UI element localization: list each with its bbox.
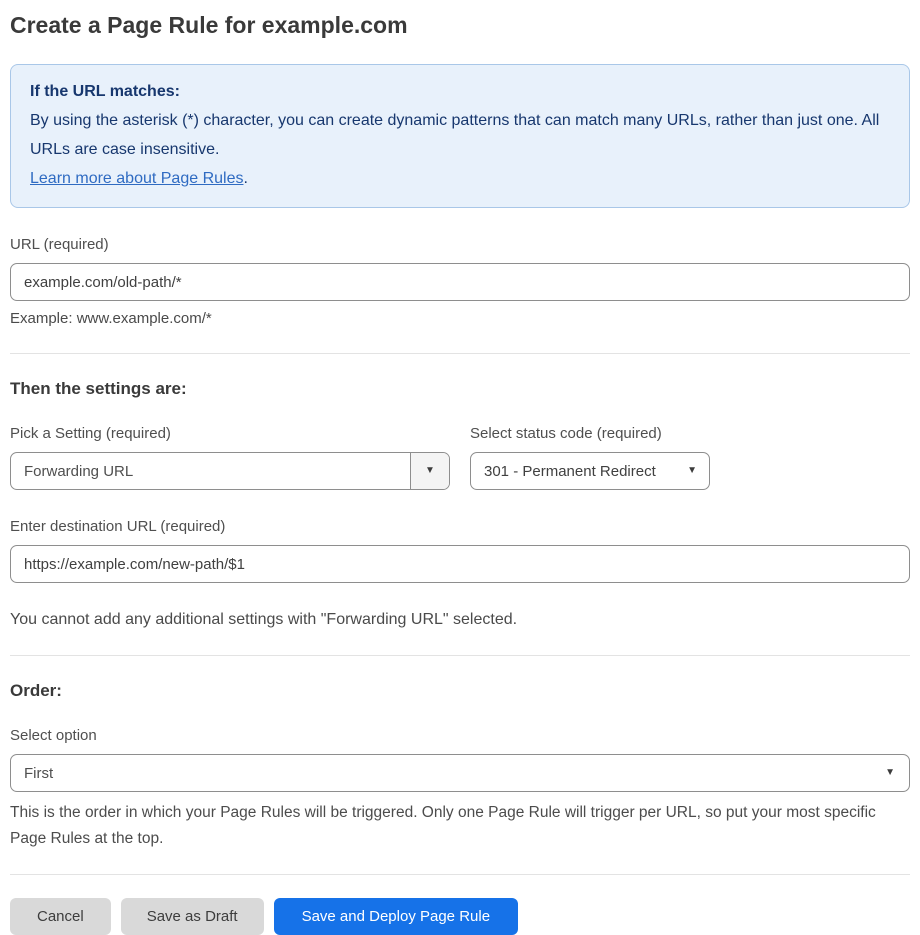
settings-row [10, 425, 910, 490]
chevron-down-icon: ▼ [687, 465, 697, 476]
setting-select-arrow-button[interactable] [410, 453, 449, 489]
learn-more-link[interactable]: Learn more about Page Rules [30, 170, 244, 187]
footer-button-row [10, 898, 910, 935]
save-as-draft-button[interactable]: Save as Draft [121, 898, 264, 935]
page-title: Create a Page Rule for example.com [10, 12, 408, 38]
info-box-heading: If the URL matches: [30, 83, 180, 100]
setting-select-group [10, 425, 450, 490]
url-input[interactable] [10, 263, 910, 301]
divider [10, 353, 910, 354]
destination-url-label: Enter destination URL (required) [10, 518, 226, 535]
divider [10, 655, 910, 656]
chevron-down-icon: ▼ [425, 465, 435, 476]
status-select-label: Select status code (required) [470, 425, 662, 442]
settings-section-heading: Then the settings are: [10, 379, 187, 398]
divider [10, 874, 910, 875]
url-field-label: URL (required) [10, 236, 109, 253]
destination-url-input[interactable] [10, 545, 910, 583]
save-and-deploy-button[interactable]: Save and Deploy Page Rule [274, 898, 518, 935]
chevron-down-icon: ▼ [885, 767, 895, 778]
setting-select-value: Forwarding URL [24, 462, 134, 480]
forwarding-url-note: You cannot add any additional settings with "Forwarding URL" selected. [10, 611, 518, 628]
order-helper-text: This is the order in which your Page Rules will be triggered. Only one Page Rule will trigger per URL, so put your most specific Page Rules at the top. [10, 804, 876, 847]
status-code-select[interactable] [470, 452, 710, 490]
order-select-label: Select option [10, 727, 97, 744]
url-field-helper: Example: www.example.com/* [10, 310, 212, 327]
info-box-body: By using the asterisk (*) character, you can create dynamic patterns that can match many URLs, rather than just one. All URLs are case insensitive. [30, 112, 880, 158]
status-select-group [470, 425, 710, 490]
url-match-info-box [10, 64, 910, 208]
order-section-heading: Order: [10, 681, 62, 700]
info-box-link-line [30, 164, 890, 193]
setting-select-label: Pick a Setting (required) [10, 425, 171, 442]
status-select-value: 301 - Permanent Redirect [484, 462, 656, 480]
setting-select[interactable] [10, 452, 450, 490]
link-suffix: . [243, 170, 248, 187]
order-select-value: First [24, 764, 54, 782]
cancel-button[interactable]: Cancel [10, 898, 111, 935]
order-select[interactable] [10, 754, 910, 792]
